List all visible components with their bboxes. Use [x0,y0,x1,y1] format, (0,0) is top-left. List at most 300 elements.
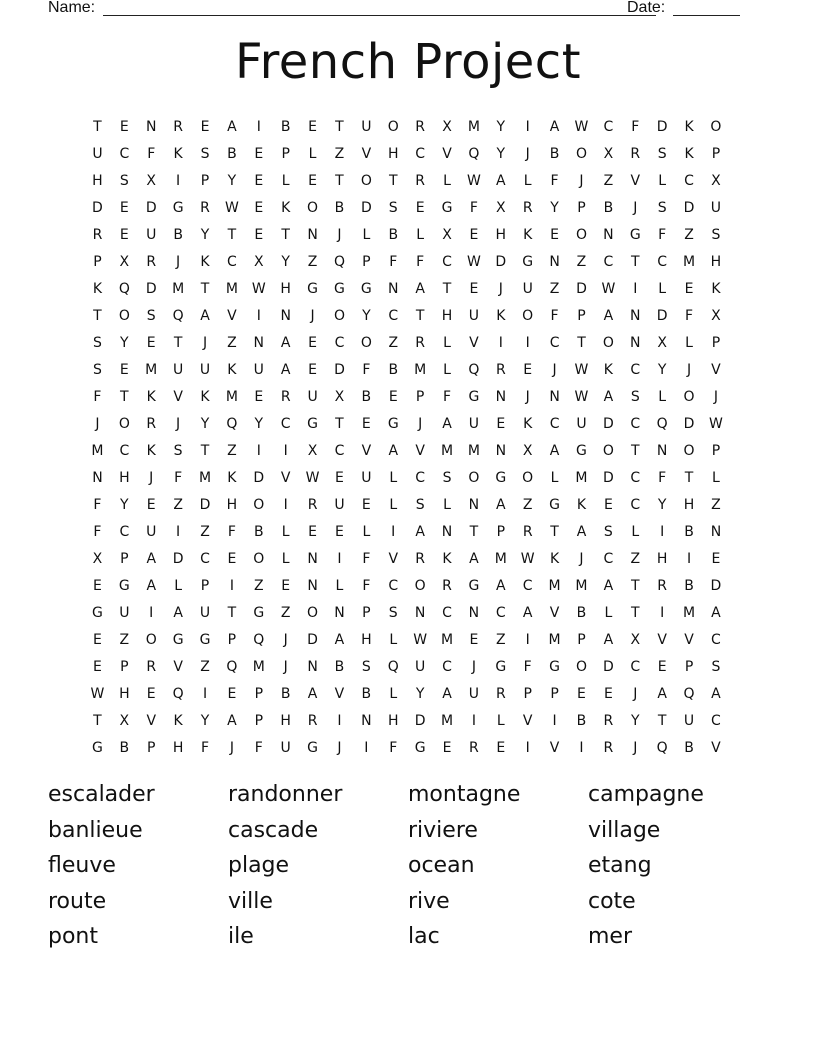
grid-letter[interactable]: E [308,118,317,135]
grid-letter[interactable]: P [684,658,694,675]
grid-letter[interactable]: K [496,307,506,324]
grid-letter[interactable]: E [523,361,533,378]
grid-letter[interactable]: H [92,172,103,189]
grid-letter[interactable]: X [442,118,452,135]
grid-letter[interactable]: L [308,145,317,162]
grid-letter[interactable]: A [146,550,157,567]
grid-letter[interactable]: G [468,577,480,594]
grid-letter[interactable]: B [576,604,587,621]
grid-letter[interactable]: T [469,523,479,540]
grid-letter[interactable]: K [92,280,103,297]
grid-letter[interactable]: W [574,118,589,135]
grid-letter[interactable]: B [361,685,372,702]
grid-letter[interactable]: F [147,145,156,162]
grid-letter[interactable]: L [658,172,667,189]
grid-letter[interactable]: K [523,415,533,432]
grid-letter[interactable]: R [280,388,291,405]
grid-letter[interactable]: B [684,739,694,756]
grid-letter[interactable]: Y [120,496,129,513]
grid-letter[interactable]: J [633,685,638,702]
grid-letter[interactable]: N [549,388,560,405]
grid-letter[interactable]: K [200,388,210,405]
grid-letter[interactable]: R [522,523,533,540]
grid-letter[interactable]: E [335,469,344,486]
grid-letter[interactable]: D [253,469,265,486]
grid-letter[interactable]: I [525,739,530,756]
grid-letter[interactable]: J [337,739,342,756]
grid-letter[interactable]: V [388,550,399,567]
grid-letter[interactable]: H [656,550,668,567]
grid-letter[interactable]: A [227,118,237,135]
grid-letter[interactable]: A [496,496,506,513]
grid-letter[interactable]: M [494,550,507,567]
grid-letter[interactable]: O [683,442,695,459]
grid-letter[interactable]: V [657,631,667,648]
grid-letter[interactable]: E [550,226,560,243]
grid-letter[interactable]: O [307,604,319,621]
grid-letter[interactable]: E [119,226,129,243]
grid-letter[interactable]: J [176,415,181,432]
grid-letter[interactable]: Y [200,226,210,243]
grid-letter[interactable]: X [253,253,264,270]
grid-letter[interactable]: R [415,550,425,567]
grid-letter[interactable]: G [199,631,211,648]
grid-letter[interactable]: O [118,307,130,324]
grid-letter[interactable]: M [575,469,588,486]
grid-letter[interactable]: K [146,388,156,405]
grid-letter[interactable]: R [200,199,210,216]
grid-letter[interactable]: I [552,712,557,729]
grid-letter[interactable]: H [226,496,238,513]
grid-letter[interactable]: N [388,280,399,297]
grid-letter[interactable]: W [224,199,239,216]
grid-letter[interactable]: C [630,415,641,432]
grid-letter[interactable]: L [389,631,398,648]
grid-letter[interactable]: O [253,496,265,513]
grid-letter[interactable]: S [93,361,102,378]
grid-letter[interactable]: I [176,172,181,189]
grid-letter[interactable]: X [442,226,452,243]
grid-letter[interactable]: J [149,469,154,486]
grid-letter[interactable]: L [550,469,559,486]
grid-letter[interactable]: N [630,334,641,351]
grid-letter[interactable]: C [119,145,130,162]
grid-letter[interactable]: D [92,199,103,216]
grid-letter[interactable]: V [361,442,372,459]
grid-letter[interactable]: P [711,334,721,351]
grid-letter[interactable]: H [280,712,291,729]
grid-letter[interactable]: M [548,577,561,594]
grid-letter[interactable]: N [334,604,345,621]
grid-letter[interactable]: Q [468,361,480,378]
grid-letter[interactable]: Q [172,685,184,702]
grid-letter[interactable]: W [601,280,616,297]
grid-letter[interactable]: T [93,307,102,324]
grid-letter[interactable]: K [603,361,613,378]
grid-letter[interactable]: Z [227,442,237,459]
grid-letter[interactable]: C [603,253,614,270]
grid-letter[interactable]: L [281,523,290,540]
grid-letter[interactable]: Z [576,253,587,270]
grid-letter[interactable]: R [603,712,614,729]
grid-letter[interactable]: I [525,118,530,135]
grid-letter[interactable]: G [307,415,318,432]
grid-letter[interactable]: A [307,685,318,702]
grid-letter[interactable]: G [522,253,534,270]
grid-letter[interactable]: V [684,631,694,648]
grid-letter[interactable]: G [387,415,399,432]
grid-letter[interactable]: Q [172,307,184,324]
grid-letter[interactable]: R [307,496,318,513]
grid-letter[interactable]: Z [684,226,694,243]
grid-letter[interactable]: G [495,658,507,675]
grid-letter[interactable]: E [388,388,398,405]
grid-letter[interactable]: T [173,334,183,351]
grid-letter[interactable]: I [283,496,288,513]
grid-letter[interactable]: U [334,496,345,513]
grid-letter[interactable]: D [360,199,372,216]
grid-letter[interactable]: T [200,280,210,297]
grid-letter[interactable]: D [145,199,157,216]
grid-letter[interactable]: D [334,361,345,378]
grid-letter[interactable]: X [307,442,318,459]
grid-letter[interactable]: H [119,685,130,702]
grid-letter[interactable]: T [335,118,344,135]
grid-letter[interactable]: A [603,631,614,648]
grid-letter[interactable]: G [468,388,480,405]
grid-letter[interactable]: U [468,415,480,432]
grid-letter[interactable]: N [468,604,480,621]
grid-letter[interactable]: E [308,361,317,378]
grid-letter[interactable]: G [172,631,184,648]
grid-letter[interactable]: O [522,469,534,486]
grid-letter[interactable]: L [443,496,451,513]
grid-letter[interactable]: Z [522,496,533,513]
grid-letter[interactable]: L [362,523,371,540]
grid-letter[interactable]: U [710,199,722,216]
grid-letter[interactable]: D [602,658,614,675]
grid-letter[interactable]: S [603,523,613,540]
grid-letter[interactable]: D [683,415,695,432]
grid-letter[interactable]: R [630,145,641,162]
name-blank-line[interactable] [103,15,656,16]
grid-letter[interactable]: N [280,307,291,324]
grid-letter[interactable]: Q [253,631,265,648]
grid-letter[interactable]: U [199,604,211,621]
grid-letter[interactable]: E [603,685,613,702]
grid-letter[interactable]: M [467,118,480,135]
grid-letter[interactable]: R [415,172,425,189]
grid-letter[interactable]: N [307,577,318,594]
grid-letter[interactable]: L [174,577,183,594]
grid-letter[interactable]: M [252,658,265,675]
grid-letter[interactable]: E [200,118,210,135]
grid-letter[interactable]: C [522,577,533,594]
grid-letter[interactable]: Z [280,604,291,621]
grid-letter[interactable]: F [550,172,559,189]
grid-letter[interactable]: X [630,631,641,648]
grid-letter[interactable]: A [442,415,452,432]
grid-letter[interactable]: L [523,172,532,189]
grid-letter[interactable]: S [657,145,667,162]
grid-letter[interactable]: A [496,172,506,189]
grid-letter[interactable]: T [227,226,237,243]
grid-letter[interactable]: R [603,739,614,756]
grid-letter[interactable]: B [253,523,264,540]
grid-letter[interactable]: S [711,658,721,675]
grid-letter[interactable]: E [227,550,237,567]
grid-letter[interactable]: I [176,523,181,540]
grid-letter[interactable]: J [95,415,100,432]
grid-letter[interactable]: U [92,145,103,162]
grid-letter[interactable]: L [443,334,451,351]
grid-letter[interactable]: S [361,658,371,675]
grid-letter[interactable]: F [469,199,478,216]
grid-letter[interactable]: K [173,712,183,729]
grid-letter[interactable]: K [442,550,452,567]
grid-letter[interactable]: M [414,361,427,378]
grid-letter[interactable]: N [549,253,560,270]
grid-letter[interactable]: T [630,604,640,621]
grid-letter[interactable]: A [442,685,452,702]
grid-letter[interactable]: V [334,685,345,702]
grid-letter[interactable]: Z [227,334,237,351]
grid-letter[interactable]: V [173,388,183,405]
grid-letter[interactable]: G [549,496,561,513]
grid-letter[interactable]: R [92,226,103,243]
grid-letter[interactable]: A [603,577,614,594]
grid-letter[interactable]: V [630,172,641,189]
grid-letter[interactable]: R [415,334,425,351]
grid-letter[interactable]: E [281,577,291,594]
grid-letter[interactable]: N [710,523,722,540]
grid-letter[interactable]: P [227,631,237,648]
grid-letter[interactable]: C [334,442,345,459]
grid-letter[interactable]: M [575,577,588,594]
grid-letter[interactable]: T [200,442,210,459]
grid-letter[interactable]: E [361,496,371,513]
grid-letter[interactable]: P [281,145,290,162]
grid-letter[interactable]: Q [226,658,238,675]
grid-letter[interactable]: F [442,388,452,405]
grid-letter[interactable]: K [684,118,694,135]
grid-letter[interactable]: A [549,118,560,135]
grid-letter[interactable]: K [173,145,183,162]
grid-letter[interactable]: E [119,199,129,216]
grid-letter[interactable]: R [442,577,452,594]
grid-letter[interactable]: L [712,469,720,486]
grid-letter[interactable]: P [577,631,586,648]
grid-letter[interactable]: K [549,550,560,567]
grid-letter[interactable]: E [469,631,479,648]
grid-letter[interactable]: I [337,712,342,729]
grid-letter[interactable]: J [337,226,342,243]
grid-letter[interactable]: G [334,280,345,297]
grid-letter[interactable]: E [93,577,102,594]
grid-letter[interactable]: O [575,145,587,162]
grid-letter[interactable]: E [308,172,317,189]
grid-letter[interactable]: K [281,199,291,216]
grid-letter[interactable]: E [254,226,264,243]
grid-letter[interactable]: K [200,253,210,270]
grid-letter[interactable]: I [256,442,261,459]
grid-letter[interactable]: B [227,145,237,162]
grid-letter[interactable]: Z [603,172,614,189]
grid-letter[interactable]: Y [415,685,425,702]
grid-letter[interactable]: Q [656,739,668,756]
grid-letter[interactable]: X [711,172,721,189]
grid-letter[interactable]: K [523,226,533,243]
grid-letter[interactable]: W [574,361,589,378]
grid-letter[interactable]: T [684,469,694,486]
grid-letter[interactable]: G [360,280,372,297]
grid-letter[interactable]: M [440,442,454,459]
grid-letter[interactable]: M [682,604,696,621]
grid-letter[interactable]: I [149,604,154,621]
grid-letter[interactable]: T [227,604,237,621]
grid-letter[interactable]: V [280,469,291,486]
grid-letter[interactable]: Z [119,631,130,648]
grid-letter[interactable]: L [281,550,290,567]
grid-letter[interactable]: C [442,658,452,675]
grid-letter[interactable]: X [496,199,506,216]
grid-letter[interactable]: Q [387,658,399,675]
grid-letter[interactable]: A [657,685,667,702]
grid-letter[interactable]: Z [200,523,210,540]
grid-letter[interactable]: I [525,334,530,351]
grid-letter[interactable]: E [146,496,156,513]
grid-letter[interactable]: O [387,118,399,135]
grid-letter[interactable]: R [173,118,183,135]
grid-letter[interactable]: G [307,280,318,297]
grid-letter[interactable]: G [172,199,184,216]
grid-letter[interactable]: W [466,172,481,189]
grid-letter[interactable]: U [683,712,695,729]
grid-letter[interactable]: K [684,145,694,162]
grid-letter[interactable]: E [146,685,156,702]
grid-letter[interactable]: H [280,280,291,297]
date-blank-line[interactable] [673,15,740,16]
grid-letter[interactable]: L [389,469,398,486]
grid-letter[interactable]: L [604,604,613,621]
grid-letter[interactable]: T [281,226,290,243]
grid-letter[interactable]: E [577,685,586,702]
grid-letter[interactable]: K [576,496,587,513]
grid-letter[interactable]: L [335,577,344,594]
grid-letter[interactable]: V [173,658,183,675]
grid-letter[interactable]: C [630,496,641,513]
grid-letter[interactable]: P [200,577,210,594]
grid-letter[interactable]: A [227,712,237,729]
grid-letter[interactable]: W [520,550,535,567]
grid-letter[interactable]: P [93,253,102,270]
grid-letter[interactable]: J [552,361,557,378]
grid-letter[interactable]: U [199,361,211,378]
grid-letter[interactable]: P [120,550,129,567]
grid-letter[interactable]: W [709,415,723,432]
grid-letter[interactable]: T [550,523,559,540]
grid-letter[interactable]: D [602,469,614,486]
grid-letter[interactable]: C [388,307,399,324]
grid-letter[interactable]: L [389,496,398,513]
grid-letter[interactable]: E [146,334,156,351]
grid-letter[interactable]: E [227,685,237,702]
grid-letter[interactable]: U [361,118,372,135]
grid-letter[interactable]: A [200,307,210,324]
grid-letter[interactable]: A [522,604,533,621]
grid-letter[interactable]: C [657,253,668,270]
grid-letter[interactable]: F [200,739,210,756]
grid-letter[interactable]: A [469,550,479,567]
grid-letter[interactable]: C [415,145,426,162]
grid-letter[interactable]: O [253,550,265,567]
grid-letter[interactable]: V [711,739,721,756]
grid-letter[interactable]: V [361,145,372,162]
grid-letter[interactable]: N [307,658,318,675]
grid-letter[interactable]: X [334,388,345,405]
grid-letter[interactable]: I [256,307,261,324]
grid-letter[interactable]: I [633,280,638,297]
grid-letter[interactable]: G [118,577,130,594]
grid-letter[interactable]: C [119,442,130,459]
grid-letter[interactable]: C [630,469,641,486]
grid-letter[interactable]: A [146,577,157,594]
grid-letter[interactable]: A [496,577,506,594]
grid-letter[interactable]: A [549,442,560,459]
grid-letter[interactable]: E [469,226,479,243]
grid-letter[interactable]: H [172,739,184,756]
grid-letter[interactable]: T [657,712,667,729]
grid-letter[interactable]: G [495,469,507,486]
grid-letter[interactable]: N [656,442,668,459]
grid-letter[interactable]: A [603,388,614,405]
grid-letter[interactable]: N [253,334,265,351]
grid-letter[interactable]: V [711,361,721,378]
grid-letter[interactable]: F [658,226,667,243]
grid-letter[interactable]: F [254,739,263,756]
grid-letter[interactable]: X [657,334,667,351]
grid-letter[interactable]: J [418,415,423,432]
grid-letter[interactable]: B [684,577,694,594]
grid-letter[interactable]: W [305,469,320,486]
grid-letter[interactable]: C [711,631,721,648]
grid-letter[interactable]: I [525,631,530,648]
grid-letter[interactable]: J [525,388,530,405]
grid-letter[interactable]: K [227,361,237,378]
grid-letter[interactable]: X [119,253,130,270]
grid-letter[interactable]: E [415,199,425,216]
grid-letter[interactable]: O [575,226,587,243]
grid-letter[interactable]: Y [281,253,290,270]
grid-letter[interactable]: T [577,334,586,351]
grid-letter[interactable]: I [579,739,584,756]
grid-letter[interactable]: D [710,577,722,594]
grid-letter[interactable]: O [683,388,695,405]
grid-letter[interactable]: X [522,442,533,459]
grid-letter[interactable]: O [360,334,372,351]
grid-letter[interactable]: G [549,658,561,675]
grid-letter[interactable]: V [415,442,425,459]
grid-letter[interactable]: O [522,307,534,324]
grid-letter[interactable]: E [711,550,721,567]
grid-letter[interactable]: I [471,712,476,729]
grid-letter[interactable]: C [495,604,506,621]
grid-letter[interactable]: Y [254,415,264,432]
grid-letter[interactable]: W [574,388,589,405]
grid-letter[interactable]: D [145,280,157,297]
grid-letter[interactable]: N [495,388,507,405]
grid-letter[interactable]: F [362,577,371,594]
